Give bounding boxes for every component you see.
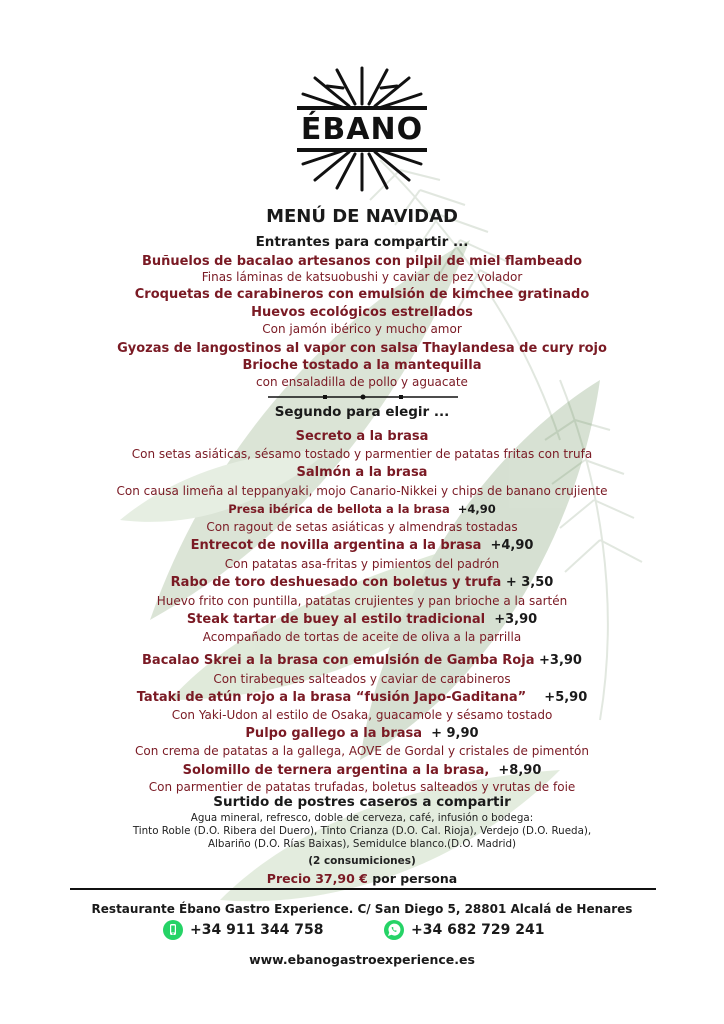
main-desc: Huevo frito con puntilla, patatas crujientes y pan brioche a la sartén [156, 594, 568, 608]
whatsapp-icon [383, 919, 405, 941]
starter-name: Buñuelos de bacalao artesanos con pilpil de miel flambeado [141, 254, 583, 269]
logo-text: ÉBANO [300, 112, 424, 147]
phone-contact-2[interactable] [383, 919, 545, 941]
price-amount: Precio 37,90 € [266, 871, 368, 886]
main-name: Pulpo gallego a la brasa [245, 726, 423, 741]
main-price: +3,90 [494, 612, 538, 627]
drinks-line: Albariño (D.O. Rías Baixas), Semidulce blanco.(D.O. Madrid) [208, 838, 516, 850]
main-price: + 9,90 [431, 726, 479, 741]
main-item [0, 502, 724, 516]
main-name: Secreto a la brasa [295, 429, 429, 444]
main-price: +8,90 [498, 763, 542, 778]
main-item [0, 763, 724, 778]
main-item [0, 538, 724, 553]
ornament-divider [268, 392, 458, 402]
phone-number-1: +34 911 344 758 [190, 922, 324, 938]
main-desc: Con setas asiáticas, sésamo tostado y parmentier de patatas fritas con trufa [131, 447, 593, 461]
mains-heading: Segundo para elegir ... [274, 404, 450, 420]
main-item [0, 575, 724, 590]
main-price: +5,90 [544, 690, 588, 705]
main-item [0, 612, 724, 627]
main-name: Tataki de atún rojo a la brasa “fusión Japo-Gaditana” [136, 690, 527, 705]
starter-desc: Finas láminas de katsuobushi y caviar de pez volador [201, 270, 523, 284]
phone-icon [162, 919, 184, 941]
starter-desc: con ensaladilla de pollo y aguacate [256, 375, 468, 389]
main-price: +4,90 [457, 502, 496, 516]
main-name: Salmón a la brasa [296, 465, 428, 480]
main-name: Entrecot de novilla argentina a la brasa [190, 538, 482, 553]
main-desc: Con patatas asa-fritas y pimientos del padrón [224, 557, 500, 571]
restaurant-address: Restaurante Ébano Gastro Experience. C/ San Diego 5, 28801 Alcalá de Henares [91, 902, 633, 916]
starters-heading: Entrantes para compartir ... [255, 234, 469, 250]
phone-contact-1[interactable] [162, 919, 324, 941]
price-suffix: por persona [372, 871, 458, 886]
menu-price [0, 871, 724, 886]
phone-number-2: +34 682 729 241 [411, 922, 545, 938]
menu-title: MENÚ DE NAVIDAD [266, 206, 458, 227]
main-name: Bacalao Skrei a la brasa con emulsión de Gamba Roja [142, 653, 535, 668]
main-price: +3,90 [539, 653, 582, 668]
main-item [0, 653, 724, 668]
main-item [0, 726, 724, 741]
main-desc: Con parmentier de patatas trufadas, boletus salteados y vrutas de foie [148, 780, 576, 794]
drinks-line: Tinto Roble (D.O. Ribera del Duero), Tinto Crianza (D.O. Cal. Rioja), Verdejo (D.O. Rueda), [132, 825, 592, 837]
main-desc: Con causa limeña al teppanyaki, mojo Canario-Nikkei y chips de banano crujiente [116, 484, 608, 498]
main-item [0, 690, 724, 705]
main-name: Presa ibérica de bellota a la brasa [228, 502, 450, 516]
main-desc: Con Yaki-Udon al estilo de Osaka, guacamole y sésamo tostado [171, 708, 553, 722]
main-name: Solomillo de ternera argentina a la brasa, [182, 763, 490, 778]
desserts-heading: Surtido de postres caseros a compartir [213, 794, 511, 810]
main-desc: Acompañado de tortas de aceite de oliva a la parrilla [202, 630, 522, 644]
website-link[interactable]: www.ebanogastroexperience.es [249, 952, 475, 967]
starter-desc: Con jamón ibérico y mucho amor [262, 322, 462, 336]
footer-divider [70, 888, 656, 890]
main-name: Steak tartar de buey al estilo tradicional [186, 612, 486, 627]
main-name: Rabo de toro deshuesado con boletus y trufa [170, 575, 502, 590]
main-desc: Con ragout de setas asiáticas y almendras tostadas [206, 520, 518, 534]
main-price: + 3,50 [505, 575, 554, 590]
consumptions-note: (2 consumiciones) [308, 855, 416, 867]
main-price: +4,90 [490, 538, 534, 553]
starter-name: Huevos ecológicos estrellados [251, 305, 473, 320]
drinks-line: Agua mineral, refresco, doble de cerveza, café, infusión o bodega: [190, 812, 534, 824]
starter-name: Brioche tostado a la mantequilla [242, 358, 482, 373]
starter-name: Gyozas de langostinos al vapor con salsa Thaylandesa de cury rojo [117, 341, 607, 356]
starter-name: Croquetas de carabineros con emulsión de kimchee gratinado [134, 287, 590, 302]
main-desc: Con crema de patatas a la gallega, AOVE de Gordal y cristales de pimentón [134, 744, 589, 758]
main-desc: Con tirabeques salteados y caviar de carabineros [213, 672, 511, 686]
